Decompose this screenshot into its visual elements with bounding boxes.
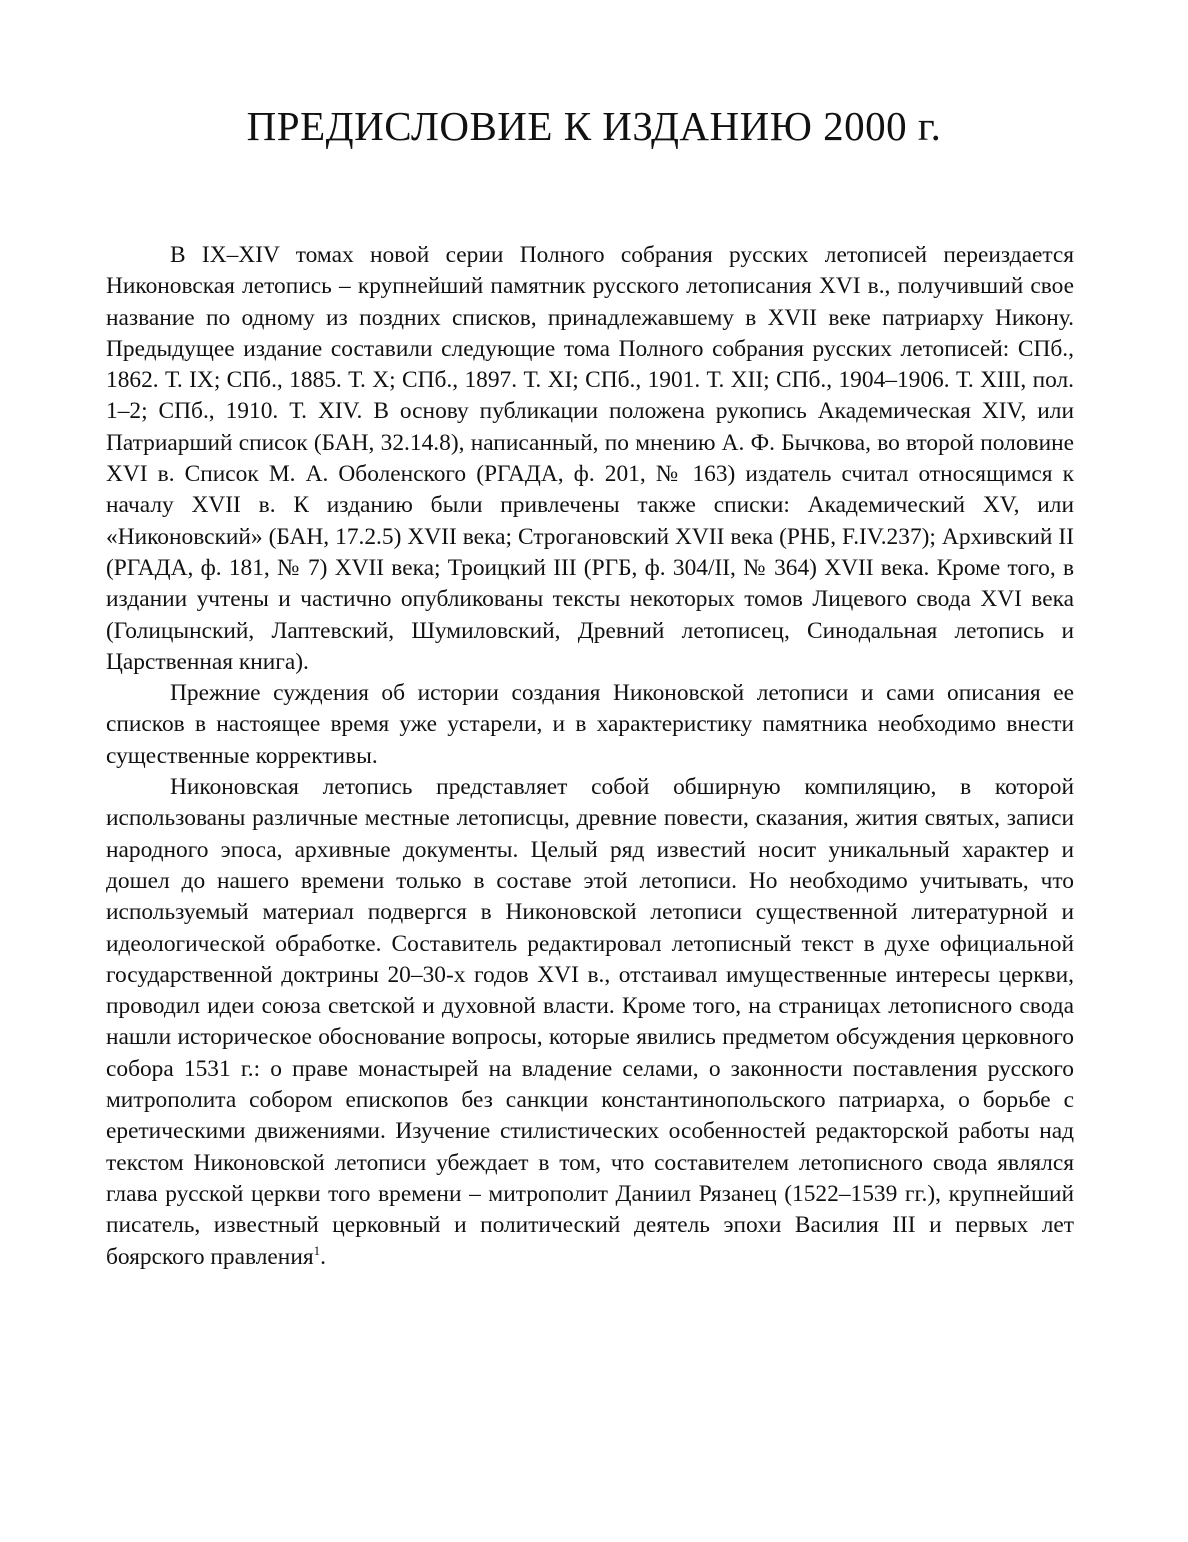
paragraph-3-end: . — [320, 1243, 326, 1270]
body-text — [106, 240, 1074, 1273]
paragraph-1: В IX–XIV томах новой серии Полного собрания русских летописей переиздается Никоновская летопись – крупнейший памятник русского летописания XVI в., получивший свое название по одному из поздних списков, принадлежавшему в XVII веке патриарху Никону. Предыдущее издание составили следующие тома Полного собрания русских летописей: СПб., 1862. Т. IX; СПб., 1885. Т. X; СПб., 1897. Т. XI; СПб., 1901. Т. XII; СПб., 1904–1906. Т. XIII, пол. 1–2; СПб., 1910. Т. XIV. В основу публикации положена рукопись Академическая XIV, или Патриарший список (БАН, 32.14.8), написанный, по мнению А. Ф. Бычкова, во второй половине XVI в. Список М. А. Оболенского (РГАДА, ф. 201, № 163) издатель считал относящимся к началу XVII в. К изданию были привлечены также списки: Академический XV, или «Никоновский» (БАН, 17.2.5) XVII века; Строгановский XVII века (РНБ, F.IV.237); Архивский II (РГАДА, ф. 181, № 7) XVII века; Троицкий III (РГБ, ф. 304/II, № 364) XVII века. Кроме того, в издании учтены и частично опубликованы тексты некоторых томов Лицевого свода XVI века (Голицынский, Лаптевский, Шумиловский, Древний летописец, Синодальная летопись и Царственная книга). — [106, 242, 1074, 675]
footnote-reference[interactable]: 1 — [313, 1242, 321, 1258]
paragraph-3 — [106, 772, 1074, 1273]
paragraph-2: Прежние суждения об истории создания Никоновской летописи и сами описания ее списков в настоящее время уже устарели, и в характеристику памятника необходимо внести существенные коррективы. — [106, 680, 1074, 769]
paragraph-3-text: Никоновская летопись представляет собой обширную компиляцию, в которой использованы различные местные летописцы, древние повести, сказания, жития святых, записи народного эпоса, архивные документы. Целый ряд известий носит уникальный характер и дошел до нашего времени только в составе этой летописи. Но необходимо учитывать, что используемый материал подвергся в Никоновской летописи существенной литературной и идеологической обработке. Составитель редактировал летописный текст в духе официальной государственной доктрины 20–30-х годов XVI в., отстаивал имущественные интересы церкви, проводил идеи союза светской и духовной власти. Кроме того, на страницах летописного свода нашли историческое обоснование вопросы, которые явились предметом обсуждения церковного собора 1531 г.: о праве монастырей на владение селами, о законности поставления русского митрополита собором епископов без санкции константинопольского патриарха, о борьбе с еретическими движениями. Изучение стилистических особенностей редакторской работы над текстом Никоновской летописи убеждает в том, что составителем летописного свода являлся глава русской церкви того времени – митрополит Даниил Рязанец (1522–1539 гг.), крупнейший писатель, известный церковный и политический деятель эпохи Василия III и первых лет боярского правления — [106, 774, 1074, 1270]
page-title: ПРЕДИСЛОВИЕ К ИЗДАНИЮ 2000 г. — [246, 103, 942, 149]
